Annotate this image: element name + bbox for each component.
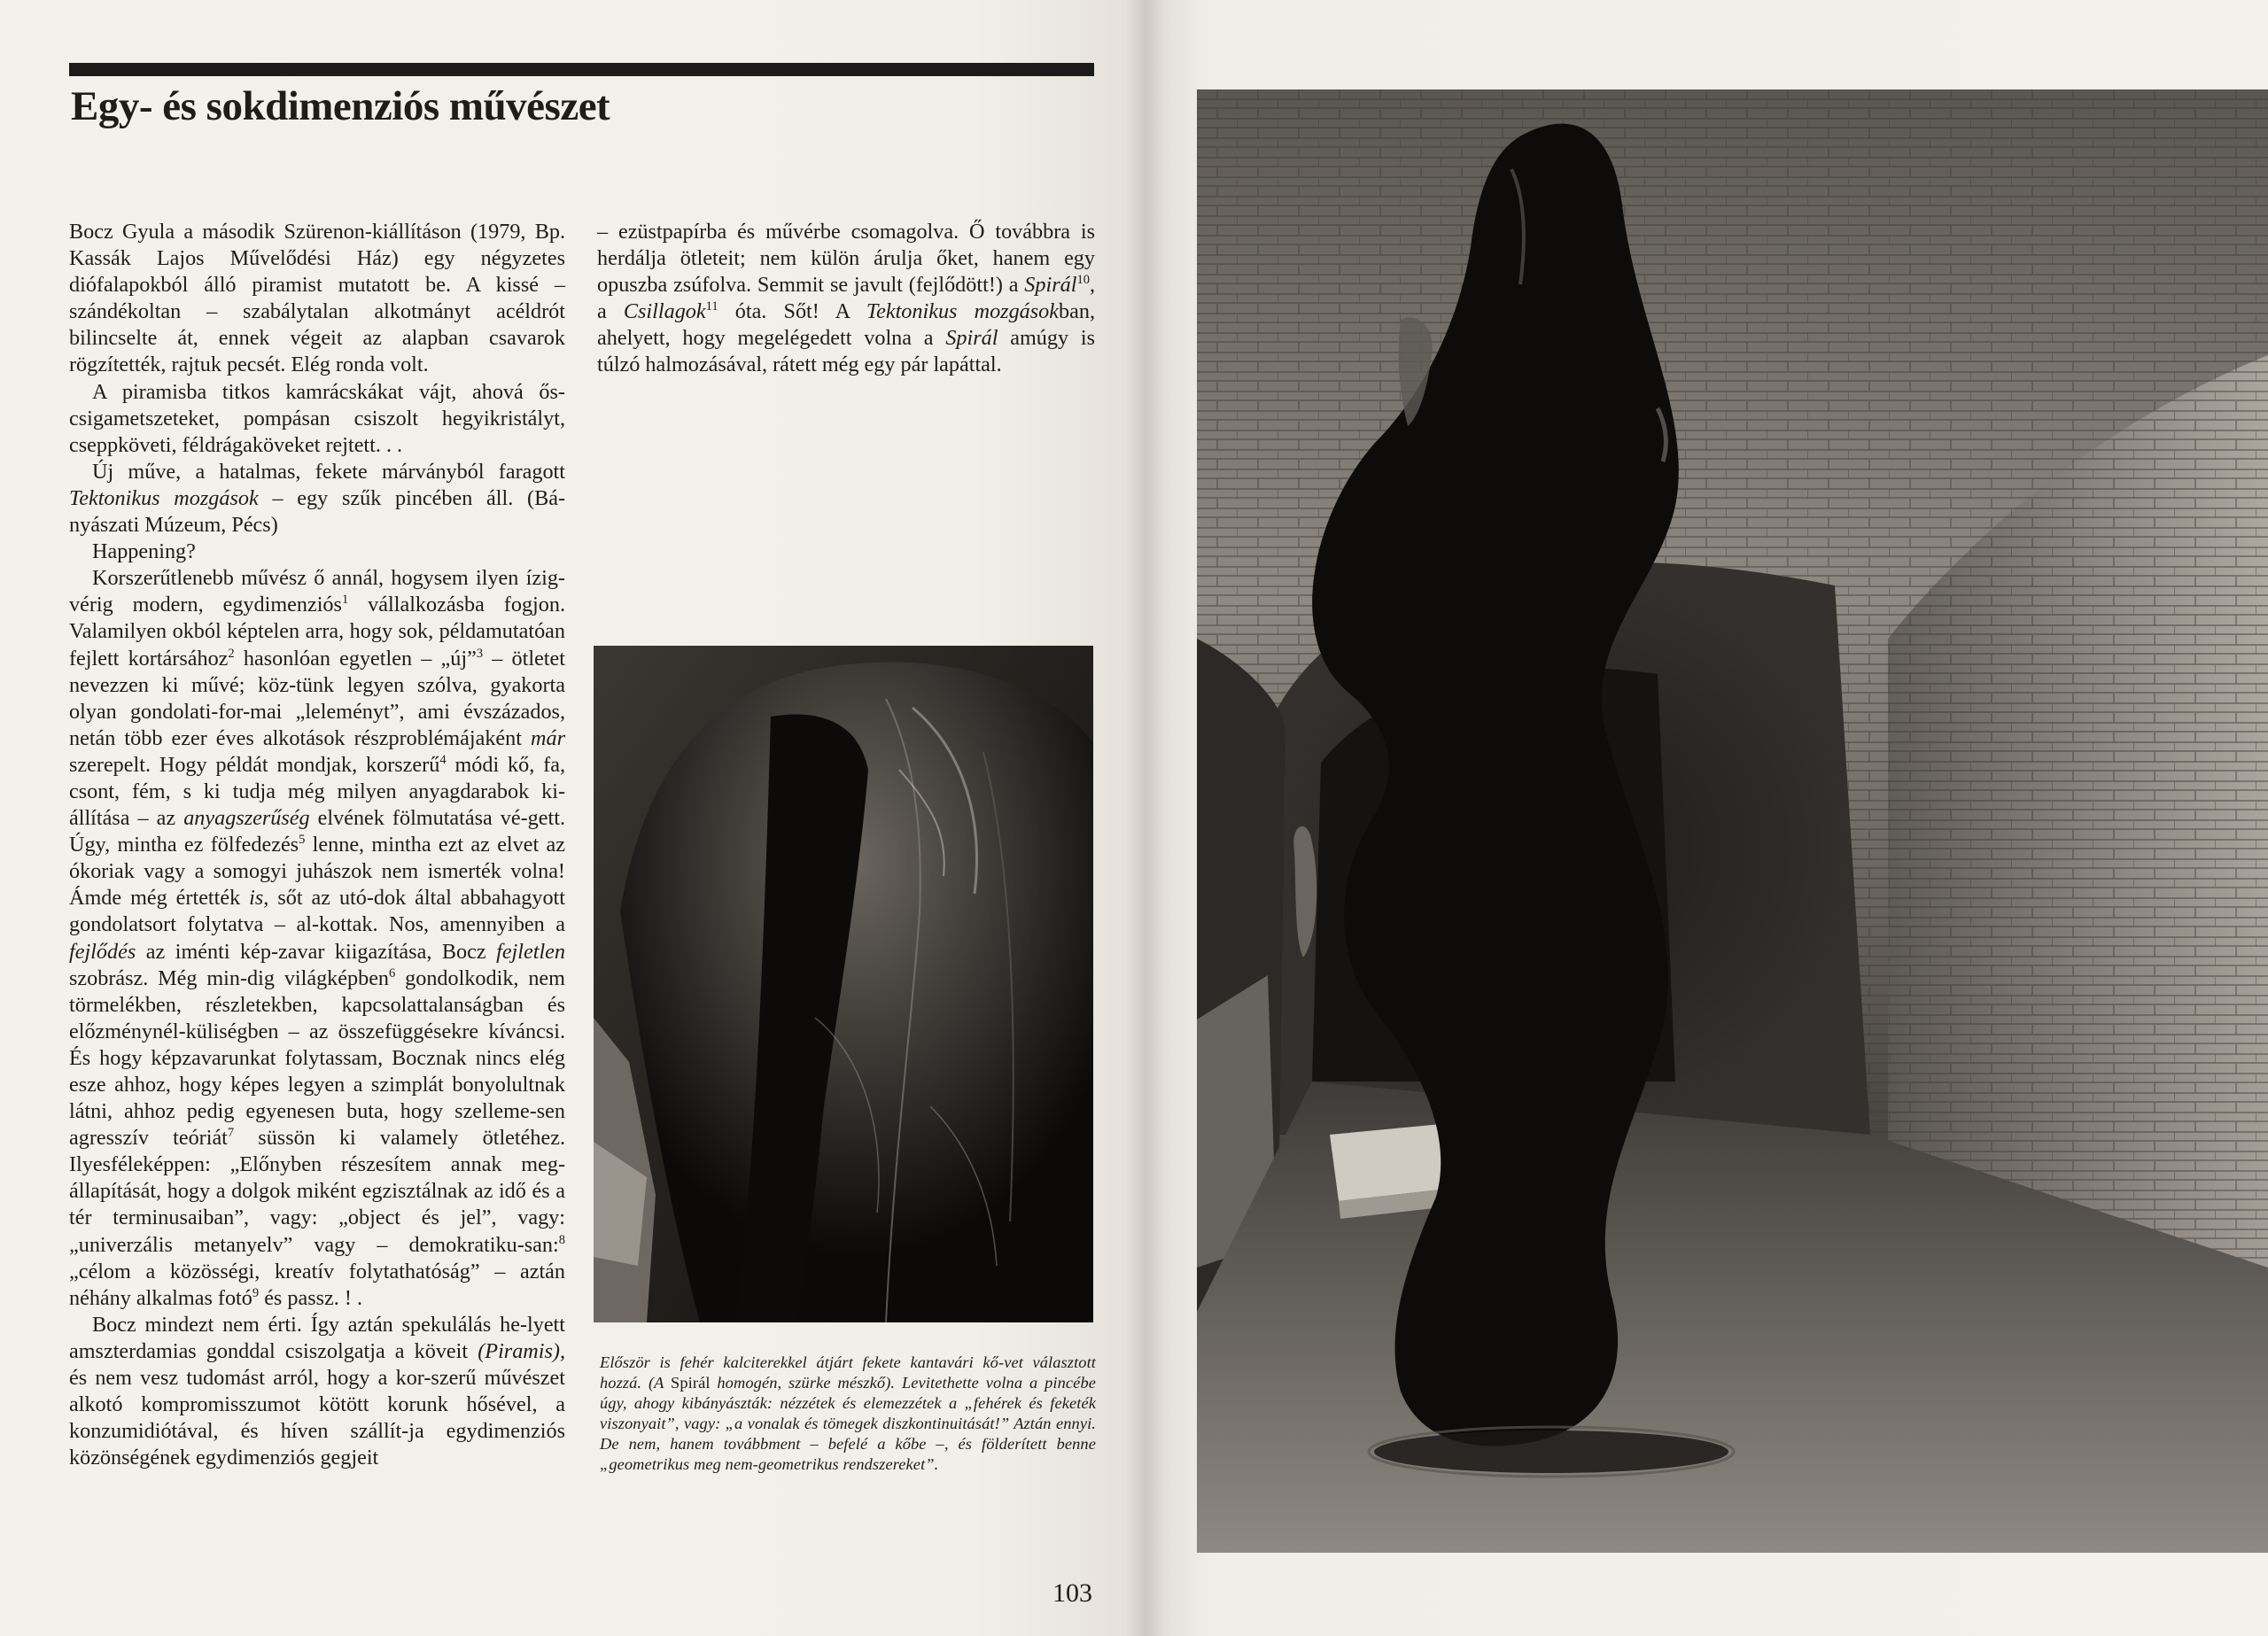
footnote-ref: 10 (1076, 273, 1090, 288)
paragraph-continued (597, 219, 1095, 379)
emphasis: anyagszerűség (183, 806, 310, 831)
text-run: szerepelt. Hogy példát mondjak, korszerű (69, 752, 440, 777)
text-run: – egy szűk pincében áll. (Bá-nyászati Múzeum, Pécs) (69, 485, 565, 538)
text-run: gondolkodik, nem törmelékben, részletekben, kapcsolattalanságban és előzménynél-küliségben – az összefüggésekre kíváncsi. És hogy képzavarunkat folytassam, Bocznak nincs elég esze ahhoz, hogy képes legyen a szimplát bonyolultnak látni, ahhoz pedig egyenesen buta, hogy szelleme-sen agresszív teóriát (69, 965, 565, 1151)
paragraph-1: Bocz Gyula a második Szürenon-kiállításon (1979, Bp. Kassák Lajos Művelődési Ház) egy négyzetes diófalapokból álló piramist mutatott be. A kissé – szándékoltan – szabálytalan alkotmányt acéldrót bilincselte át, ennek végeit az alapban csavarok rögzítették, rajtuk pecsét. Elég ronda volt. (69, 220, 565, 377)
footnote-ref: 1 (341, 593, 349, 608)
paragraph-3 (69, 459, 565, 539)
footnote-ref: 9 (252, 1285, 260, 1300)
text-run: és passz. ! . (259, 1285, 363, 1310)
paragraph-6 (69, 1312, 565, 1472)
text-run: sőt az utó-dok által abbahagyott gondolatsort folytatva – al-kottak. Nos, amennyiben a (69, 886, 565, 937)
sculpture-cellar-photo (1197, 89, 2268, 1553)
emphasis: fejletlen (496, 939, 565, 964)
paragraph-2: A piramisba titkos kamrácskákat vájt, ahová ős-csigametszeteket, pompásan csiszolt hegyikristályt, cseppköveti, féldrágaköveket rejtett. . . (69, 379, 565, 457)
caption-artwork-title: Spirál (671, 1374, 711, 1392)
footnote-ref: 6 (389, 965, 396, 981)
paragraph-4: Happening? (92, 539, 196, 564)
text-run: óta. Sőt! A (718, 299, 866, 324)
footnote-ref: 11 (705, 299, 718, 314)
text-run: az iménti kép-zavar kiigazítása, Bocz (136, 939, 497, 964)
footnote-ref: 5 (299, 833, 306, 848)
sculpture-cellar-image (1197, 89, 2268, 1553)
article-title: Egy- és sokdimenziós művészet (71, 83, 610, 129)
text-run: – ezüstpapírba és művérbe csomagolva. Ő továbbra is herdálja ötleteit; nem külön árulja őket, hanem egy opuszba zsúfolva. Semmit se javult (fejlődött!) a (597, 220, 1095, 298)
text-run: „célom a közösségi, kreatív folytathatóság” – aztán néhány alkalmas fotó (69, 1259, 565, 1310)
emphasis: is, (249, 886, 269, 911)
text-run: és nem vesz tudomást arról, hogy a kor-szerű művészet alkotó kompromisszumot kötött korunk hősével, a konzumidiótával, és híven szállít-ja egydimenziós közönségének egydimenziós gegjeit (69, 1366, 565, 1470)
text-run: – ötletet nevezzen ki művé; köz-tünk legyen szólva, gyakorta olyan gondolati-for-mai „leleményt”, ami évszázados, netán több ezer éves alkotások részproblémájaként (69, 646, 565, 750)
artwork-title: (Piramis), (478, 1338, 565, 1363)
text-run: elvének fölmutatása vé-gett. Úgy, mintha ez fölfedezés (69, 806, 565, 857)
text-run: süssön ki valamely ötletéhez. Ilyesféleképpen: „Előnyben részesítem annak meg-állapítását, hogy a dolgok miként egzisztálnak az idő és a tér terminusaiban”, vagy: „object és jel”, vagy: „univerzális metanyelv” vagy – demokratiku-san: (69, 1126, 565, 1257)
text-run: Bocz mindezt nem érti. Így aztán spekulálás he-lyett amszterdamias gonddal csiszolgatja a köveit (69, 1312, 565, 1363)
artwork-title: Spirál (945, 326, 998, 351)
artwork-title: Spirál (1024, 273, 1077, 298)
text-run: szobrász. Még min-dig világképben (69, 965, 390, 990)
photo-caption (600, 1353, 1096, 1476)
artwork-title: Tektonikus mozgások (866, 299, 1060, 324)
text-run: ban, ahelyett, hogy megelégedett volna a (597, 299, 1095, 351)
text-run: lenne, mintha ezt az elvet az ókoriak vagy a somogyi juhászok nem ismerték volna! Ámde még értették (69, 833, 565, 911)
text-run: , a (597, 273, 1095, 324)
text-run: amúgy is túlzó halmozásával, rátett még egy pár lapáttal. (597, 326, 1095, 377)
artwork-title: Tektonikus mozgások (69, 485, 259, 510)
caption-text: Először is fehér kalciterekkel átjárt fekete kantavári kő-vet választott hozzá. (A (600, 1353, 1096, 1392)
page-number: 103 (1052, 1578, 1092, 1608)
footnote-ref: 3 (476, 646, 484, 661)
footnote-ref: 4 (439, 752, 447, 767)
text-run: Új műve, a hatalmas, fekete márványból faragott (92, 459, 565, 484)
sculpture-detail-photo (594, 646, 1093, 1322)
artwork-title: Csillagok (623, 299, 706, 324)
sculpture-detail-image (594, 646, 1093, 1322)
emphasis: fejlődés (69, 939, 136, 964)
footnote-ref: 8 (558, 1232, 565, 1247)
footnote-ref: 2 (228, 646, 235, 661)
text-run: hasonlóan egyetlen – „új” (234, 646, 477, 671)
text-run: vállalkozásba fogjon. Valamilyen okból képtelen arra, hogy sok, példamutatóan fejlett kortársához (69, 593, 565, 671)
caption-text: homogén, szürke mészkő). Levitethette volna a pincébe úgy, ahogy kibányászták: nézzétek és elemezzétek a „fehérek és feketék viszonyait”, vagy: „a vonalak és tömegek diszkontinuitását!” Aztán ennyi. De nem, hanem továbbment – befelé a kőbe –, és földerített benne „geometrikus meg nem-geometrikus rendszereket”. (600, 1374, 1097, 1474)
emphasis: már (531, 725, 565, 750)
page-gutter (1125, 0, 1164, 1636)
text-run: módi kő, fa, csont, fém, s ki tudja még milyen anyagdarabok ki-állítása – az (69, 752, 565, 831)
footnote-ref: 7 (227, 1126, 235, 1141)
title-rule (69, 63, 1094, 76)
paragraph-5 (69, 565, 565, 1312)
text-run: Korszerűtlenebb művész ő annál, hogysem ilyen ízig-vérig modern, egydimenziós (69, 566, 565, 617)
text-column-left (69, 219, 565, 1471)
text-column-right (597, 219, 1095, 379)
